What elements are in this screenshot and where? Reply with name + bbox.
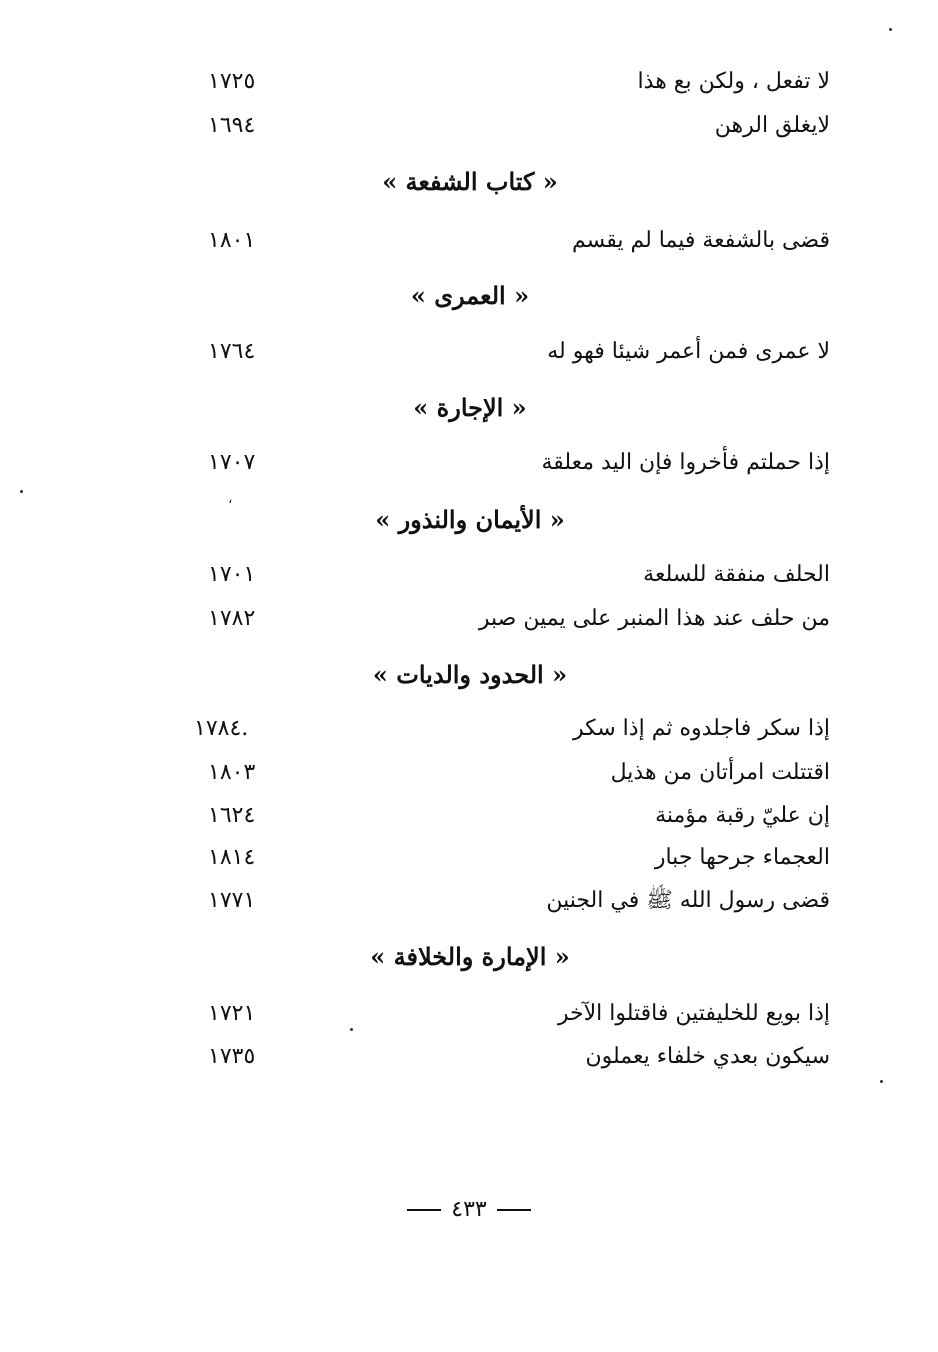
hadith-number: ١٧٨٢ [208,606,256,631]
stray-mark: ، [228,491,233,507]
section-heading: « الإجارة » [413,393,527,422]
hadith-text: إذا حملتم فأخروا فإن اليد معلقة [541,450,830,475]
hadith-number: ١٨٠٣ [208,760,256,785]
dash-decoration [407,1209,441,1211]
index-entry [180,108,830,144]
hadith-number: ١٧٢١ [208,1001,256,1026]
dash-decoration [497,1209,531,1211]
hadith-number: ١٧٠١ [208,562,256,587]
section-heading: « العمرى » [410,281,530,310]
hadith-text: قضى رسول الله ﷺ في الجنين [546,888,830,913]
section-heading: « الأيمان والنذور » [375,505,565,534]
index-entry [180,601,830,637]
index-entry [180,996,830,1032]
hadith-number: ١٧٠٧ [208,450,256,475]
scan-speck [20,490,23,493]
hadith-text: اقتتلت امرأتان من هذيل [610,760,830,785]
index-entry [180,711,830,747]
index-entry [180,334,830,370]
section-heading: « الإمارة والخلافة » [370,942,570,971]
hadith-text: سيكون بعدي خلفاء يعملون [585,1044,830,1069]
index-entry [180,840,830,876]
hadith-text: لا عمرى فمن أعمر شيئا فهو له [547,339,830,364]
hadith-number: ١٧٧١ [208,888,256,913]
scan-speck [880,1080,883,1083]
index-entry [180,755,830,791]
hadith-text: لايغلق الرهن [714,113,830,138]
hadith-text: إذا بويع للخليفتين فاقتلوا الآخر [557,1001,830,1026]
section-heading: « الحدود والديات » [372,660,568,689]
hadith-text: إذا سكر فاجلدوه ثم إذا سكر [572,716,830,741]
hadith-text: لا تفعل ، ولكن بع هذا [637,69,830,94]
index-entry [180,557,830,593]
hadith-number: ١٧٣٥ [208,1044,256,1069]
section-heading: « كتاب الشفعة » [382,167,558,196]
hadith-number: ١٨٠١ [208,228,256,253]
page-number: ٤٣٣ [451,1197,487,1222]
hadith-number: ١٧٢٥ [208,69,256,94]
scan-speck [350,1028,353,1031]
scan-speck [889,28,892,31]
hadith-number: ١٦٢٤ [208,803,256,828]
hadith-text: الحلف منفقة للسلعة [643,562,830,587]
hadith-number: ١٧٦٤ [208,339,256,364]
hadith-number: ١٨١٤ [208,845,256,870]
hadith-number: ١٧٨٤. [194,716,249,741]
index-entry [180,223,830,259]
hadith-text: إن عليّ رقبة مؤمنة [655,803,830,828]
hadith-text: العجماء جرحها جبار [654,845,830,870]
index-entry [180,64,830,100]
index-entry [180,798,830,834]
hadith-text: قضى بالشفعة فيما لم يقسم [571,228,830,253]
index-entry [180,1039,830,1075]
hadith-text: من حلف عند هذا المنبر على يمين صبر [478,606,830,631]
index-entry [180,883,830,919]
page-number-footer [0,1192,938,1228]
index-entry [180,445,830,481]
hadith-number: ١٦٩٤ [208,113,256,138]
